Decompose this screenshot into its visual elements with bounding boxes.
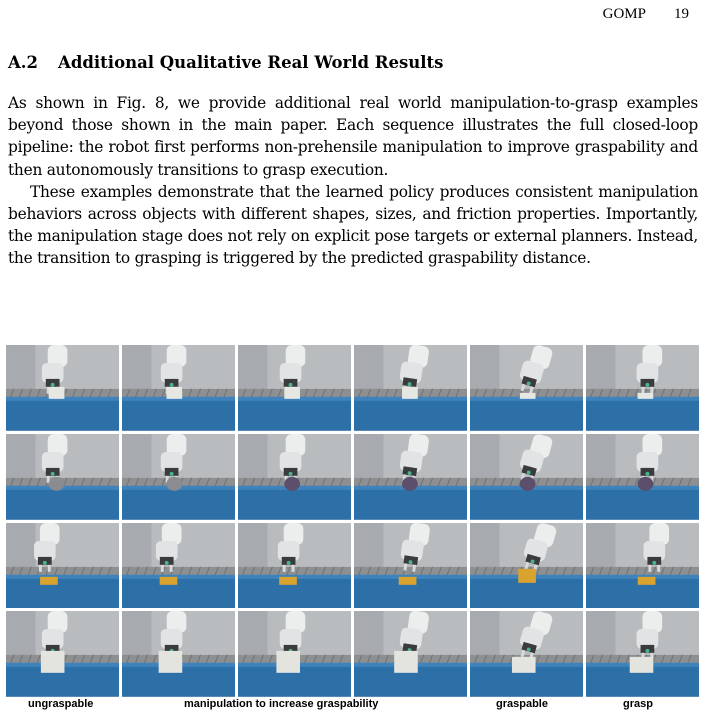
caption-ungraspable: ungraspable bbox=[28, 698, 94, 710]
figure-frame-r3-c5 bbox=[470, 523, 583, 609]
caption-manipulation: manipulation to increase graspability bbox=[184, 698, 379, 710]
figure-frame-r3-c1 bbox=[6, 523, 119, 609]
figure-frame-r2-c4 bbox=[354, 434, 467, 520]
frame-photo bbox=[354, 345, 467, 431]
section-heading bbox=[8, 53, 443, 72]
frame-photo bbox=[354, 523, 467, 609]
figure-frame-r1-c4 bbox=[354, 345, 467, 431]
figure-column-captions bbox=[6, 698, 699, 716]
figure-frame-r2-c5 bbox=[470, 434, 583, 520]
page-header bbox=[603, 6, 689, 23]
frame-photo bbox=[470, 611, 583, 697]
frame-photo bbox=[238, 345, 351, 431]
running-title: GOMP bbox=[602, 6, 646, 22]
section-title: Additional Qualitative Real World Results bbox=[58, 53, 444, 72]
frame-photo bbox=[354, 434, 467, 520]
caption-grasp: grasp bbox=[623, 698, 653, 710]
figure-frame-r4-c4 bbox=[354, 611, 467, 697]
figure-frame-r3-c4 bbox=[354, 523, 467, 609]
figure-8-image-grid bbox=[6, 345, 699, 697]
frame-photo bbox=[122, 434, 235, 520]
figure-frame-r4-c1 bbox=[6, 611, 119, 697]
figure-frame-r4-c2 bbox=[122, 611, 235, 697]
figure-frame-r1-c6 bbox=[586, 345, 699, 431]
figure-frame-r4-c5 bbox=[470, 611, 583, 697]
frame-photo bbox=[6, 523, 119, 609]
figure-frame-r2-c6 bbox=[586, 434, 699, 520]
figure-frame-r2-c1 bbox=[6, 434, 119, 520]
frame-photo bbox=[470, 523, 583, 609]
figure-frame-r3-c3 bbox=[238, 523, 351, 609]
figure-frame-r2-c3 bbox=[238, 434, 351, 520]
frame-photo bbox=[122, 523, 235, 609]
page-number: 19 bbox=[674, 6, 689, 22]
frame-photo bbox=[586, 611, 699, 697]
figure-frame-r4-c6 bbox=[586, 611, 699, 697]
figure-frame-r3-c6 bbox=[586, 523, 699, 609]
figure-frame-r3-c2 bbox=[122, 523, 235, 609]
frame-photo bbox=[586, 345, 699, 431]
frame-photo bbox=[470, 434, 583, 520]
frame-photo bbox=[238, 434, 351, 520]
figure-frame-r1-c5 bbox=[470, 345, 583, 431]
frame-photo bbox=[6, 611, 119, 697]
figure-frame-r1-c1 bbox=[6, 345, 119, 431]
frame-photo bbox=[238, 523, 351, 609]
frame-photo bbox=[470, 345, 583, 431]
frame-photo bbox=[354, 611, 467, 697]
frame-photo bbox=[586, 434, 699, 520]
frame-photo bbox=[586, 523, 699, 609]
body-text bbox=[8, 92, 698, 270]
frame-photo bbox=[122, 611, 235, 697]
caption-graspable: graspable bbox=[496, 698, 548, 710]
frame-photo bbox=[6, 345, 119, 431]
figure-frame-r1-c3 bbox=[238, 345, 351, 431]
paragraph-1: As shown in Fig. 8, we provide additional real world manipulation-to-grasp examples beyond those shown in the main paper. Each sequence illustrates the full closed-loop pipeline: the robot first performs non-prehensile manipulation to improve graspability and then autonomously transitions to grasp execution. bbox=[8, 94, 698, 179]
section-number: A.2 bbox=[8, 53, 39, 72]
frame-photo bbox=[122, 345, 235, 431]
frame-photo bbox=[6, 434, 119, 520]
figure-frame-r1-c2 bbox=[122, 345, 235, 431]
frame-photo bbox=[238, 611, 351, 697]
figure-frame-r4-c3 bbox=[238, 611, 351, 697]
figure-frame-r2-c2 bbox=[122, 434, 235, 520]
paragraph-2: These examples demonstrate that the learned policy produces consistent manipulation behaviors across objects with different shapes, sizes, and friction properties. Importantly, the manipulation stage does not rely on explicit pose targets or external planners. Instead, the transition to grasping is triggered by the predicted graspability distance. bbox=[8, 182, 698, 268]
